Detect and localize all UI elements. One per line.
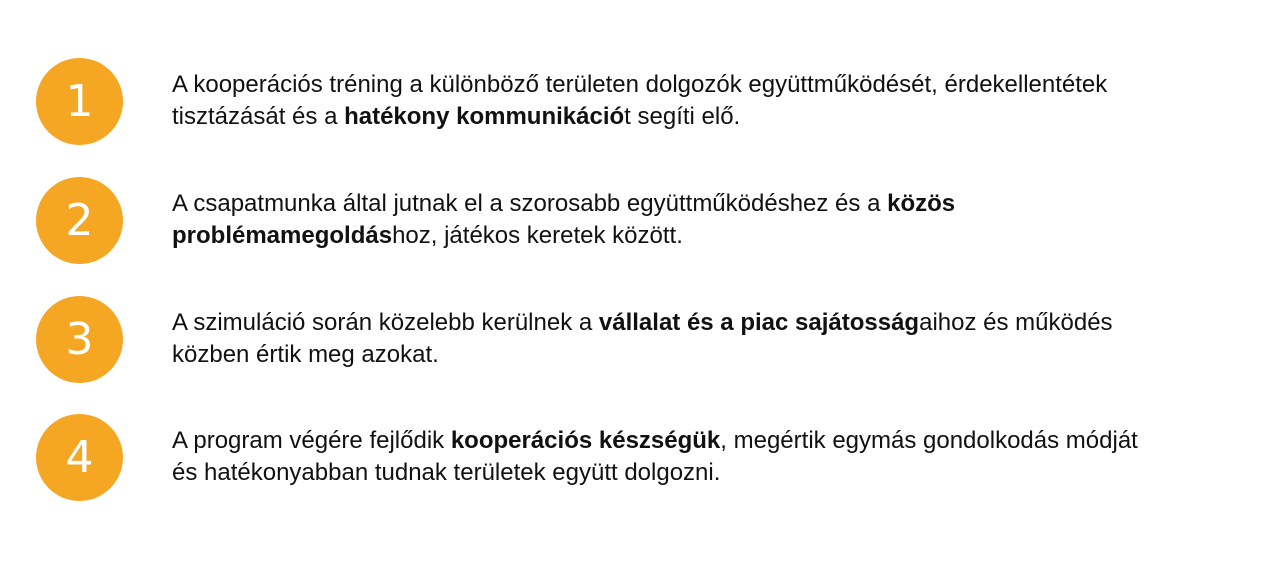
list-item-1 [0, 58, 1280, 148]
number-badge-4: 4 [36, 414, 123, 501]
item-4-line-1-seg-1: A program végére fejlődik [172, 427, 451, 454]
item-text-2 [172, 188, 1262, 252]
list-item-3 [0, 296, 1280, 386]
item-2-line-2-seg-2: hoz, játékos keretek között. [392, 222, 683, 249]
number-badge-1: 1 [36, 58, 123, 145]
item-4-line-2 [172, 457, 1262, 489]
item-4-line-1-seg-2: kooperációs készségük [450, 427, 721, 454]
item-1-line-2-seg-3: t segíti elő. [624, 103, 741, 130]
item-1-line-2-seg-1: tisztázását és a [172, 103, 345, 130]
item-3-line-1 [172, 307, 1262, 339]
list-item-2 [0, 177, 1280, 267]
number-badge-2: 2 [36, 177, 123, 264]
item-2-line-2-seg-1: problémamegoldás [172, 222, 393, 249]
number-badge-3: 3 [36, 296, 123, 383]
item-1-line-1 [172, 69, 1262, 101]
item-2-line-2 [172, 220, 1262, 252]
item-4-line-2-seg-1: és hatékonyabban tudnak területek együtt dolgozni. [172, 459, 721, 486]
item-text-1 [172, 69, 1262, 133]
item-3-line-1-seg-2: vállalat és a piac sajátosság [598, 309, 920, 336]
item-text-3 [172, 307, 1262, 371]
item-4-line-1-seg-3: , megértik egymás gondolkodás módját [720, 427, 1138, 454]
item-3-line-1-seg-1: A szimuláció során közelebb kerülnek a [172, 309, 599, 336]
item-1-line-2-seg-2: hatékony kommunikáció [344, 103, 625, 130]
item-3-line-2-seg-1: közben értik meg azokat. [172, 341, 439, 368]
item-3-line-1-seg-3: aihoz és működés [919, 309, 1113, 336]
item-1-line-1-seg-1: A kooperációs tréning a különböző területen dolgozók együttműködését, érdekellentétek [172, 71, 1108, 98]
list-item-4 [0, 414, 1280, 504]
item-3-line-2 [172, 339, 1262, 371]
item-4-line-1 [172, 425, 1262, 457]
item-2-line-1 [172, 188, 1262, 220]
item-text-4 [172, 425, 1262, 489]
item-2-line-1-seg-2: közös [887, 190, 956, 217]
item-2-line-1-seg-1: A csapatmunka által jutnak el a szorosabb együttműködéshez és a [172, 190, 888, 217]
item-1-line-2 [172, 101, 1262, 133]
